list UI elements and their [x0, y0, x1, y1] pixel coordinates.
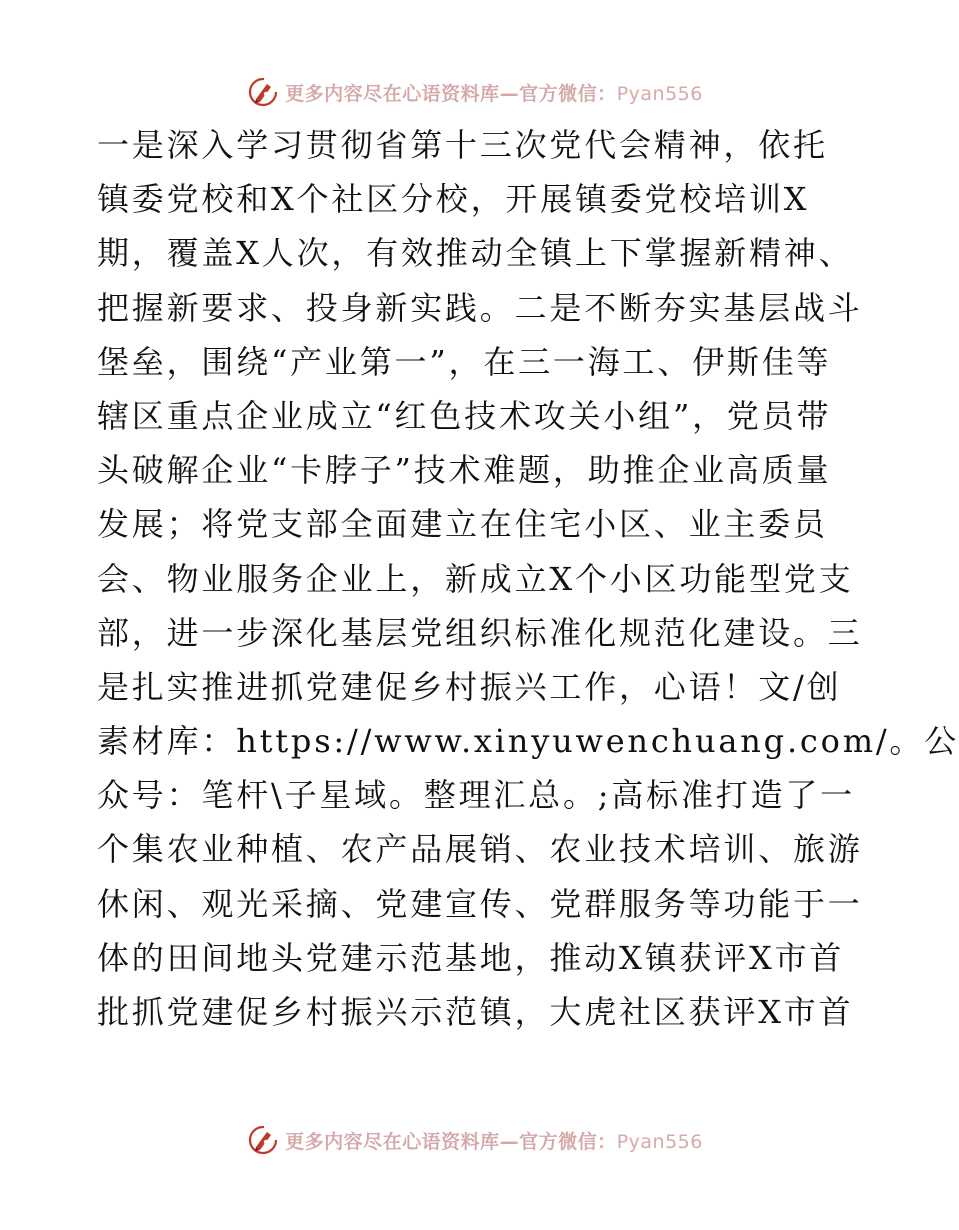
text-line: 头破解企业“卡脖子”技术难题，助推企业高质量	[97, 451, 832, 490]
text-line: 批抓党建促乡村振兴示范镇，大虎社区获评X市首	[97, 993, 854, 1031]
text-line: 辖区重点企业成立“红色技术攻关小组”，党员带	[97, 396, 832, 435]
banner-title: 更多内容尽在心语资料库	[285, 1130, 500, 1153]
header-banner[interactable]	[0, 72, 950, 112]
text-line: 个集农业种植、农产品展销、农业技术培训、旅游	[97, 830, 863, 869]
text-line: 会、物业服务企业上，新成立X个小区功能型党支	[97, 559, 854, 598]
wechat-id: Pyan556	[616, 82, 703, 105]
text-line: 堡垒，围绕“产业第一”，在三一海工、伊斯佳等	[97, 342, 832, 381]
text-line: 期，覆盖X人次，有效推动全镇上下掌握新精神、	[97, 234, 854, 273]
wechat-id: Pyan556	[616, 1130, 703, 1153]
xinyu-pen-logo-icon	[247, 76, 279, 108]
banner-separator: —	[499, 1130, 520, 1153]
xinyu-pen-logo-icon	[247, 1124, 279, 1156]
text-line: 一是深入学习贯彻省第十三次党代会精神，依托	[97, 126, 828, 164]
banner-title: 更多内容尽在心语资料库	[285, 82, 500, 105]
footer-banner[interactable]	[0, 1120, 950, 1160]
text-line: 体的田间地头党建示范基地，推动X镇获评X市首	[97, 938, 845, 977]
banner-separator: —	[499, 82, 520, 105]
body-text	[97, 118, 959, 1039]
text-line: 发展；将党支部全面建立在住宅小区、业主委员	[97, 505, 828, 544]
text-line: 是扎实推进抓党建促乡村振兴工作，心语！文/创	[97, 667, 842, 706]
text-line: 休闲、观光采摘、党建宣传、党群服务等功能于一	[97, 884, 863, 923]
text-line: 部，进一步深化基层党组织标准化规范化建设。三	[97, 613, 863, 652]
wechat-label: 官方微信：	[519, 82, 617, 105]
wechat-label: 官方微信：	[519, 1130, 617, 1153]
text-line: 素材库：https://www.xinyuwenchuang.com/。公	[97, 722, 959, 761]
text-line: 把握新要求、投身新实践。二是不断夯实基层战斗	[97, 288, 863, 327]
text-line: 众号：笔杆\子星域。整理汇总。;高标准打造了一	[97, 776, 855, 815]
text-line: 镇委党校和X个社区分校，开展镇委党校培训X	[97, 180, 810, 219]
